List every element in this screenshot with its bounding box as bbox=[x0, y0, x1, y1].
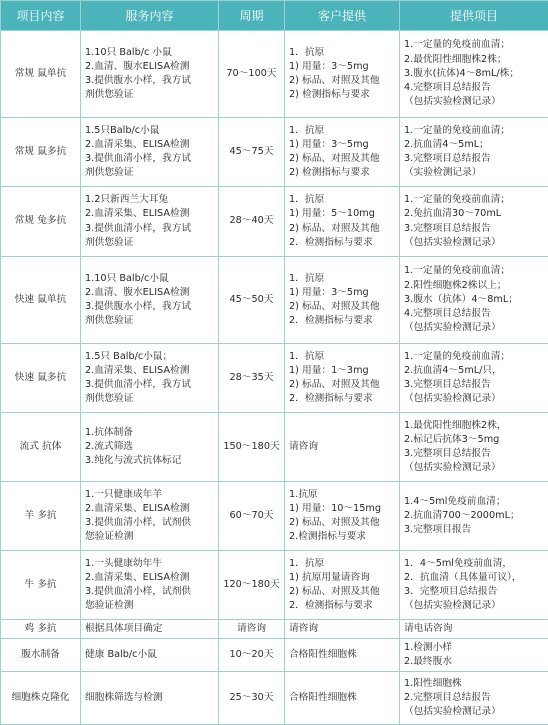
service-cell bbox=[81, 257, 219, 344]
provide-cell bbox=[400, 482, 548, 551]
client-cell bbox=[285, 551, 400, 620]
period-cell: 请咨询 bbox=[219, 620, 285, 639]
provide-line: 2.兔抗血清30～70mL bbox=[404, 207, 548, 221]
provide-line: 2.最优阳性细胞株2株； bbox=[404, 53, 548, 67]
service-line: 3.提供腹水小样，我方试 bbox=[85, 74, 218, 88]
client-line: 1．抗原 bbox=[289, 272, 399, 286]
provide-line: 3.完整项目报告 bbox=[404, 523, 548, 537]
provide-line: （包括实验检测记录） bbox=[404, 95, 548, 109]
service-cell bbox=[81, 482, 219, 551]
service-line: 3.提供血清小样，我方试 bbox=[85, 222, 218, 236]
service-line: 根据具体项目确定 bbox=[85, 622, 218, 636]
provide-line: 1.最优阳性细胞株2株， bbox=[404, 419, 548, 433]
provide-cell bbox=[400, 344, 548, 413]
service-line: 1.一头健康幼年牛 bbox=[85, 557, 218, 571]
client-line: 1) 用量：1～3mg bbox=[289, 364, 399, 378]
client-cell bbox=[285, 187, 400, 257]
header-period: 周期 bbox=[219, 1, 285, 31]
service-line: 剂供您验证 bbox=[85, 236, 218, 250]
provide-cell bbox=[400, 118, 548, 187]
table-row bbox=[1, 257, 548, 344]
provide-cell bbox=[400, 31, 548, 118]
client-line: 1.抗原 bbox=[289, 488, 399, 502]
item-cell: 羊 多抗 bbox=[1, 482, 81, 551]
client-line: 2) 标品、对照及其他 bbox=[289, 300, 399, 314]
provide-line: 2．抗血清（具体量可议）， bbox=[404, 571, 548, 585]
service-cell bbox=[81, 31, 219, 118]
provide-cell bbox=[400, 551, 548, 620]
provide-line: 1.一定量的免疫前血清； bbox=[404, 193, 548, 207]
item-cell: 腹水制备 bbox=[1, 639, 81, 672]
client-line: 1．抗原 bbox=[289, 124, 399, 138]
client-line: 合格阳性细胞株 bbox=[289, 648, 399, 662]
item-cell: 常规 鼠多抗 bbox=[1, 118, 81, 187]
service-cell bbox=[81, 639, 219, 672]
client-line: 1．抗原 bbox=[289, 46, 399, 60]
item-cell: 常规 兔多抗 bbox=[1, 187, 81, 257]
provide-cell bbox=[400, 672, 548, 725]
header-row bbox=[1, 1, 548, 31]
provide-line: 2.抗血清4～5mL/只， bbox=[404, 364, 548, 378]
item-cell: 快速 鼠多抗 bbox=[1, 344, 81, 413]
service-line: 2.血清采集、ELISA检测 bbox=[85, 138, 218, 152]
table-row bbox=[1, 551, 548, 620]
service-cell bbox=[81, 551, 219, 620]
service-cell bbox=[81, 187, 219, 257]
table-row bbox=[1, 620, 548, 639]
client-line: 1) 用量：3～5mg bbox=[289, 138, 399, 152]
service-line: 1.10只 Balb/c小鼠 bbox=[85, 272, 218, 286]
service-line: 3.提供血清小样，试剂供 bbox=[85, 516, 218, 530]
provide-line: 1.一定量的免疫前血清； bbox=[404, 350, 548, 364]
provide-line: 2.标记后抗体3～5mg bbox=[404, 433, 548, 447]
period-cell: 70～100天 bbox=[219, 31, 285, 118]
service-line: 细胞株筛选与检测 bbox=[85, 691, 218, 705]
provide-cell bbox=[400, 639, 548, 672]
provide-cell bbox=[400, 620, 548, 639]
item-cell: 鸡 多抗 bbox=[1, 620, 81, 639]
client-line: 2．检测指标与要求 bbox=[289, 314, 399, 328]
table-row bbox=[1, 482, 548, 551]
service-line: 2.流式筛选 bbox=[85, 440, 218, 454]
client-cell bbox=[285, 257, 400, 344]
provide-line: 3.完整项目总结报告 bbox=[404, 152, 548, 166]
provide-line: （包括实验检测记录） bbox=[404, 392, 548, 406]
provide-line: 1.阳性细胞株 bbox=[404, 677, 548, 691]
table-row bbox=[1, 118, 548, 187]
service-line: 剂供您验证 bbox=[85, 88, 218, 102]
service-line: 3.提供血清小样，我方试 bbox=[85, 378, 218, 392]
client-cell bbox=[285, 413, 400, 482]
client-line: 1) 抗原用量请咨询 bbox=[289, 571, 399, 585]
service-line: 剂供您验证 bbox=[85, 166, 218, 180]
table-body bbox=[1, 31, 548, 725]
client-line: 2) 标品、对照及其他 bbox=[289, 585, 399, 599]
service-cell bbox=[81, 344, 219, 413]
period-cell: 28～35天 bbox=[219, 344, 285, 413]
service-line: 2.血清、腹水ELISA检测 bbox=[85, 286, 218, 300]
client-line: 1．抗原 bbox=[289, 557, 399, 571]
client-line: 2) 标品、对照及其他 bbox=[289, 74, 399, 88]
provide-line: 3.完整项目总结报告 bbox=[404, 222, 548, 236]
table-row bbox=[1, 639, 548, 672]
service-line: 健康 Balb/c小鼠 bbox=[85, 648, 218, 662]
client-line: 2) 标品、对照及其他 bbox=[289, 516, 399, 530]
provide-line: 1.4～5ml免疫前血清； bbox=[404, 495, 548, 509]
service-line: 您验证检测 bbox=[85, 599, 218, 613]
period-cell: 10～20天 bbox=[219, 639, 285, 672]
client-line: 2) 检测指标与要求 bbox=[289, 88, 399, 102]
client-line: 请咨询 bbox=[289, 622, 399, 636]
client-cell bbox=[285, 31, 400, 118]
provide-line: 2.抗血清700～2000mL； bbox=[404, 509, 548, 523]
item-cell: 快速 鼠单抗 bbox=[1, 257, 81, 344]
table-row bbox=[1, 187, 548, 257]
client-line: 1) 用量：3～5mg bbox=[289, 286, 399, 300]
client-cell bbox=[285, 118, 400, 187]
period-cell: 60～70天 bbox=[219, 482, 285, 551]
period-cell: 150～180天 bbox=[219, 413, 285, 482]
client-line: 2) 标品、对照及其他 bbox=[289, 152, 399, 166]
provide-line: 请电话咨询 bbox=[404, 622, 548, 636]
provide-line: （实验检测记录） bbox=[404, 166, 548, 180]
client-line: 2.检测指标与要求 bbox=[289, 530, 399, 544]
table-row bbox=[1, 672, 548, 725]
client-line: 1) 用量：10～15mg bbox=[289, 502, 399, 516]
table-row bbox=[1, 344, 548, 413]
service-line: 剂供您验证 bbox=[85, 392, 218, 406]
client-line: 2．检测指标与要求 bbox=[289, 599, 399, 613]
service-cell bbox=[81, 620, 219, 639]
provide-cell bbox=[400, 257, 548, 344]
period-cell: 25～30天 bbox=[219, 672, 285, 725]
table-row bbox=[1, 31, 548, 118]
provide-cell bbox=[400, 413, 548, 482]
provide-line: 2.完整项目总结报告 bbox=[404, 691, 548, 705]
provide-line: 3.完整项目总结报告 bbox=[404, 447, 548, 461]
period-cell: 120～180天 bbox=[219, 551, 285, 620]
client-cell bbox=[285, 672, 400, 725]
client-line: 合格阳性细胞株 bbox=[289, 691, 399, 705]
item-cell: 常规 鼠单抗 bbox=[1, 31, 81, 118]
client-cell bbox=[285, 344, 400, 413]
item-cell: 流式 抗体 bbox=[1, 413, 81, 482]
item-cell: 牛 多抗 bbox=[1, 551, 81, 620]
provide-line: （包括实验检测记录） bbox=[404, 236, 548, 250]
provide-line: 2.最终腹水 bbox=[404, 655, 548, 669]
provide-line: 2.阳性细胞株2株以上； bbox=[404, 279, 548, 293]
client-cell bbox=[285, 620, 400, 639]
client-line: 2) 标品、对照及其他 bbox=[289, 222, 399, 236]
client-line: 1) 用量：5～10mg bbox=[289, 207, 399, 221]
provide-line: 3．完整项目总结报告 bbox=[404, 585, 548, 599]
service-line: 1.抗体制备 bbox=[85, 426, 218, 440]
service-line: 1.2只新西兰大耳兔 bbox=[85, 193, 218, 207]
service-line: 3.提供血清小样，我方试 bbox=[85, 152, 218, 166]
provide-line: 1.一定量的免疫前血清； bbox=[404, 264, 548, 278]
client-line: 2) 检测指标与要求 bbox=[289, 166, 399, 180]
provide-line: （包括实验检测记录） bbox=[404, 599, 548, 613]
client-line: 1．抗原 bbox=[289, 350, 399, 364]
client-line: 1．抗原 bbox=[289, 193, 399, 207]
provide-line: （包括实验检测记录） bbox=[404, 461, 548, 475]
header-client: 客户提供 bbox=[285, 1, 400, 31]
provide-line: 3.腹水(抗体)4～8mL/株； bbox=[404, 67, 548, 81]
service-line: 1.10只 Balb/c 小鼠 bbox=[85, 46, 218, 60]
provide-line: 3.完整项目总结报告 bbox=[404, 378, 548, 392]
provide-line: 3.腹水（抗体）4～8mL； bbox=[404, 293, 548, 307]
provide-cell bbox=[400, 187, 548, 257]
service-line: 您验证检测 bbox=[85, 530, 218, 544]
service-line: 1.5只 Balb/c小鼠； bbox=[85, 350, 218, 364]
client-cell bbox=[285, 639, 400, 672]
service-line: 剂供您验证 bbox=[85, 314, 218, 328]
table-row bbox=[1, 413, 548, 482]
service-cell bbox=[81, 413, 219, 482]
provide-line: 4.完整项目总结报告 bbox=[404, 307, 548, 321]
service-line: 2.血清采集、ELISA检测 bbox=[85, 207, 218, 221]
header-item: 项目内容 bbox=[1, 1, 81, 31]
provide-line: 1.检测小样 bbox=[404, 641, 548, 655]
service-line: 1.一只健康成年羊 bbox=[85, 488, 218, 502]
provide-line: 1．4～5ml免疫前血清， bbox=[404, 557, 548, 571]
service-line: 3.提供腹水小样，我方试 bbox=[85, 300, 218, 314]
provide-line: 1.一定量的免疫前血清； bbox=[404, 124, 548, 138]
service-line: 2.血清采集、ELISA检测 bbox=[85, 502, 218, 516]
service-line: 2.血清采集、ELISA检测 bbox=[85, 364, 218, 378]
service-line: 3.纯化与流式抗体标记 bbox=[85, 454, 218, 468]
client-cell bbox=[285, 482, 400, 551]
service-cell bbox=[81, 118, 219, 187]
provide-line: 2.抗血清4～5mL； bbox=[404, 138, 548, 152]
service-cell bbox=[81, 672, 219, 725]
provide-line: （包括实验检测记录） bbox=[404, 705, 548, 719]
service-line: 2.血清采集、ELISA检测 bbox=[85, 571, 218, 585]
header-provide: 提供项目 bbox=[400, 1, 548, 31]
client-line: 请咨询 bbox=[289, 440, 399, 454]
service-line: 3.提供血清小样，试剂供 bbox=[85, 585, 218, 599]
client-line: 2．检测指标与要求 bbox=[289, 236, 399, 250]
client-line: 1) 用量：3～5mg bbox=[289, 60, 399, 74]
item-cell: 细胞株克隆化 bbox=[1, 672, 81, 725]
provide-line: 1.一定量的免疫前血清； bbox=[404, 38, 548, 52]
client-line: 2) 标品、对照及其他 bbox=[289, 378, 399, 392]
provide-line: 4.完整项目总结报告 bbox=[404, 81, 548, 95]
period-cell: 45～50天 bbox=[219, 257, 285, 344]
period-cell: 45～75天 bbox=[219, 118, 285, 187]
provide-line: （包括实验检测记录） bbox=[404, 321, 548, 335]
service-line: 1.5只Balb/c小鼠 bbox=[85, 124, 218, 138]
period-cell: 28～40天 bbox=[219, 187, 285, 257]
header-service: 服务内容 bbox=[81, 1, 219, 31]
client-line: 2．检测指标与要求 bbox=[289, 392, 399, 406]
service-line: 2.血清、腹水ELISA检测 bbox=[85, 60, 218, 74]
